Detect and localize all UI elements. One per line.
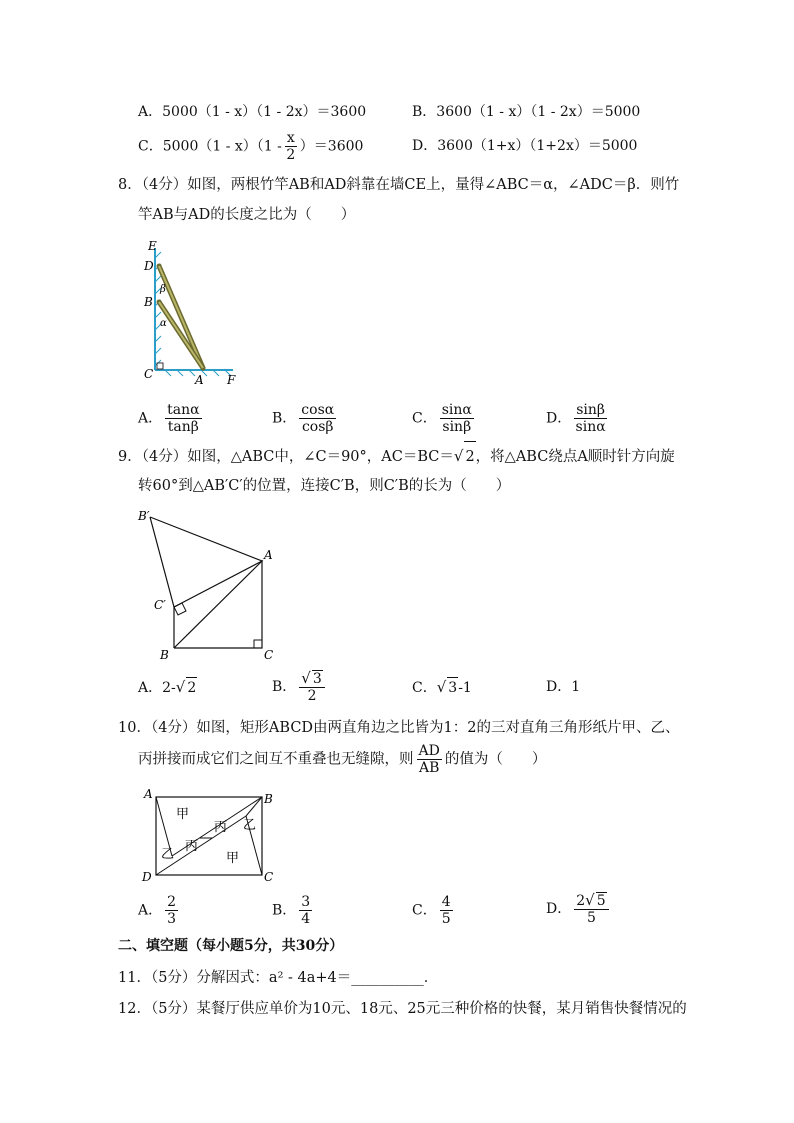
q8-option-b: B． $\frac{\cos\alpha}{\cos\beta}$ [272,402,335,435]
rectangle-abcd [156,797,262,875]
q11-line: 11．（5分）分解因式：a² - 4a+4＝__________． [118,970,439,986]
label-c': C′ [154,598,166,612]
q7-fraction: $\frac{x}{2}$ [286,130,296,163]
label-a: A [264,548,273,562]
q8-line2: 竿AB与AD的长度之比为（ ） [138,207,356,223]
q7-option-a: A．5000（1 - x）（1 - 2x）＝3600 [138,104,367,120]
label-b: B [160,648,169,662]
label-b: B [144,295,153,309]
q9-line2: 转60°到△AB′C′的位置，连接C′B，则C′B的长为（ ） [138,478,511,494]
right-angle-c [254,640,262,648]
triangle-ab'c' [150,517,262,607]
label-b: B [264,792,273,806]
label-d: D [144,259,154,273]
q8-line1: 8．（4分）如图，两根竹竿AB和AD斜靠在墙CE上，量得∠ABC＝α，∠ADC＝β．则竹 [118,177,680,193]
q9-option-a: A．2-√ 2 [138,678,197,696]
label-c: C [264,648,274,662]
q10-option-b: B． $\frac{3}{4}$ [272,894,311,927]
q10-line2: 丙拼接而成它们之间互不重叠也无缝隙，则 $\frac{AD}{AB}$ 的值为（ ） [138,743,547,776]
label-jia-bottom: 甲 [226,851,240,866]
q8-option-d: D． $\frac{\sin\beta}{\sin\alpha}$ [546,402,606,435]
label-c: C [144,367,154,381]
right-angle-c' [174,603,186,615]
section-title-fill-in: 二、填空题（每小题5分，共30分） [118,938,344,954]
label-alpha: α [160,318,167,329]
triangle-abc [174,561,262,648]
label-f: F [227,373,236,387]
right-angle-mark [157,363,163,369]
q8-option-a: A． $\frac{\tan\alpha}{\tan\beta}$ [138,402,200,435]
q9-figure [132,505,282,665]
q10-option-c: C． $\frac{4}{5}$ [412,894,451,927]
q9-option-c: C．√ 3-1 [412,678,472,696]
label-yi-left: 乙 [161,847,175,862]
label-bing-bottom: 丙 [185,839,199,854]
label-e: E [148,239,157,253]
q9-option-b: B． $\frac{√ 3}{2}$ [272,670,328,704]
label-c: C [264,870,274,884]
label-d: D [142,870,152,884]
label-jia-top: 甲 [176,807,190,822]
q7-option-d: D．3600（1+x）（1+2x）＝5000 [412,138,638,154]
label-yi-right: 乙 [243,818,257,833]
q8-option-c: C． $\frac{\sin\alpha}{\sin\beta}$ [412,402,472,435]
label-a: A [195,373,204,387]
q8-figure [135,238,245,388]
label-b': B′ [138,509,150,523]
q10-figure [140,786,280,886]
label-a: A [144,787,153,801]
q7-option-b: B．3600（1 - x）（1 - 2x）＝5000 [412,104,641,120]
q10-option-a: A． $\frac{2}{3}$ [138,894,177,927]
q12-line: 12．（5分）某餐厅供应单价为10元、18元、25元三种价格的快餐，某月销售快餐情况的 [118,1001,687,1017]
q7-option-c: C．5000（1 - x）（1 - $\frac{x}{2}$ ）＝3600 [138,130,364,163]
label-bing-top: 丙 [214,820,228,835]
q9-option-d: D．1 [546,679,581,695]
q9-line1: 9．（4分）如图，△ABC中，∠C＝90°，AC＝BC＝√ 2，将△ABC绕点A顺时针方向旋 [118,441,675,472]
q10-line1: 10．（4分）如图，矩形ABCD由两直角边之比皆为1：2的三对直角三角形纸片甲、乙、 [118,720,680,736]
bamboo-ad-highlight [159,266,203,368]
label-beta: β [160,284,166,295]
q10-option-d: D． $\frac{2√ 5}{5}$ [546,892,612,926]
